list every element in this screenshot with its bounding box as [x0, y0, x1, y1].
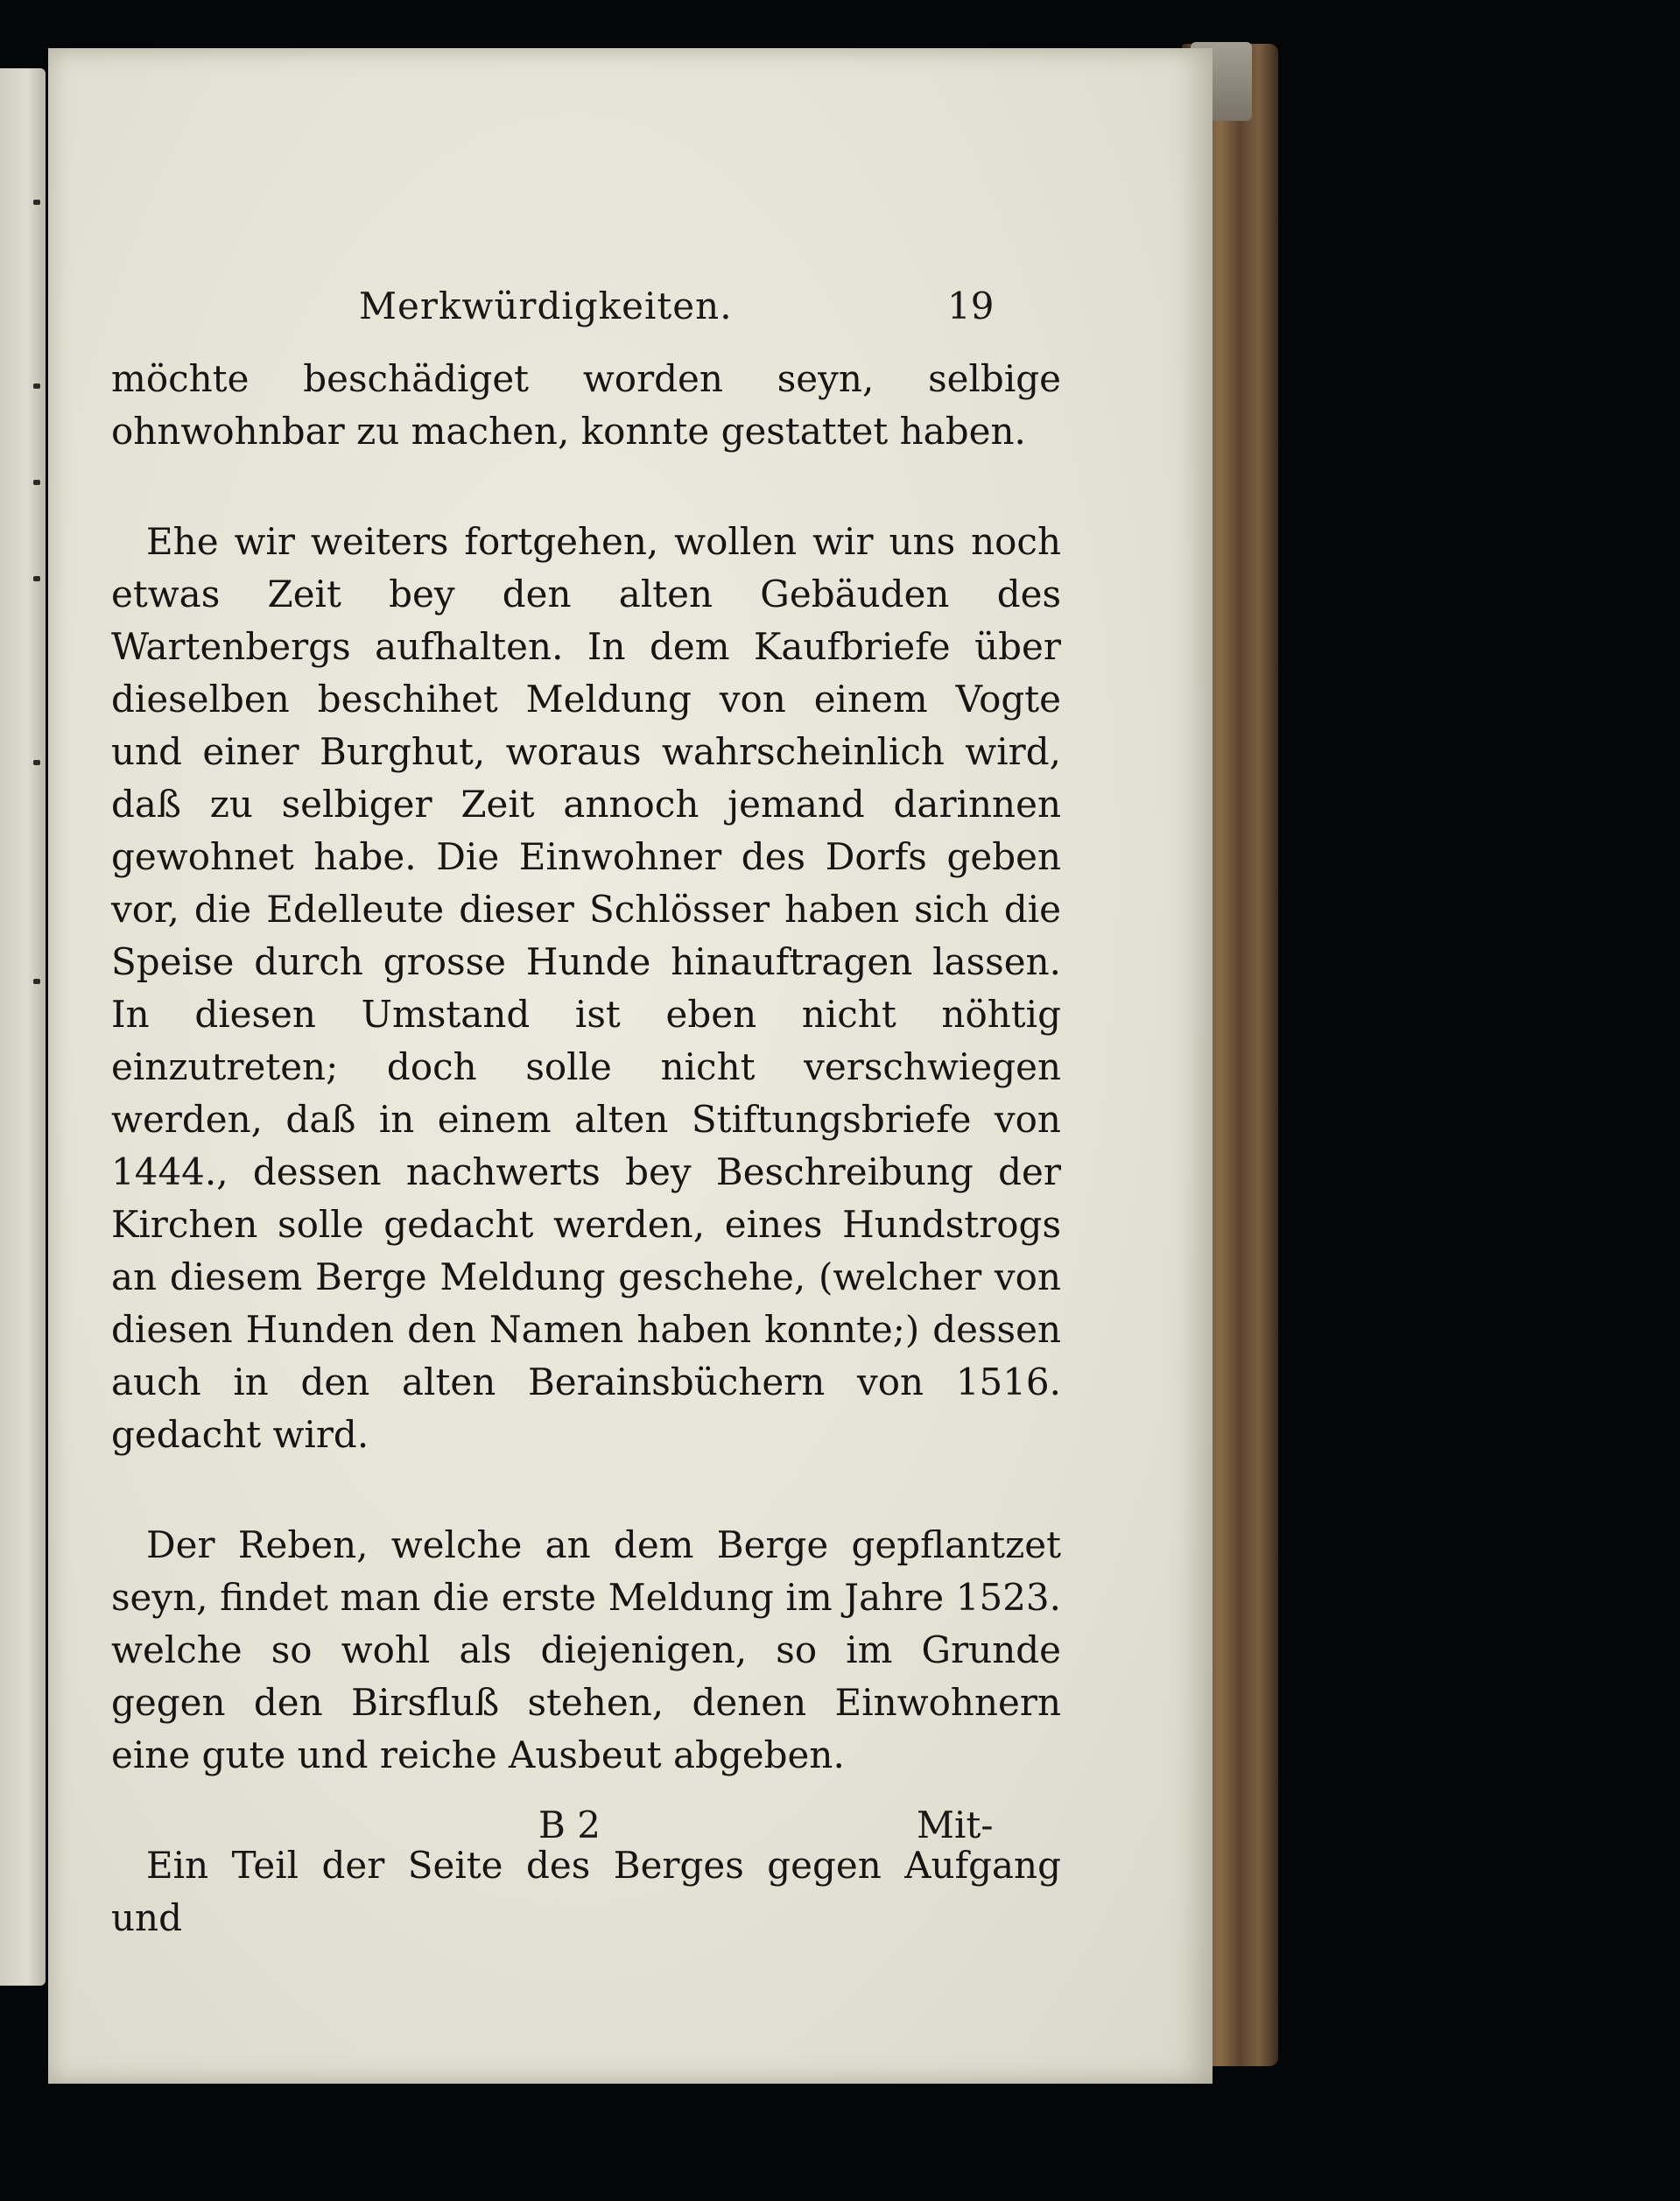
- facing-page-ink-mark: [33, 979, 40, 984]
- catchword: Mit-: [917, 1804, 994, 1846]
- signature-mark: B 2: [538, 1804, 601, 1846]
- page-footer: [48, 1804, 1213, 1856]
- paragraph-hillside: Ein Teil der Seite des Berges gegen Aufgang und: [111, 1844, 1061, 1939]
- facing-page-ink-mark: [33, 200, 40, 205]
- paragraph-vines: Der Reben, welche an dem Berge gepflantzet seyn, findet man die erste Meldung im Jahre 1523. welche so wohl als diejenigen, so im Grunde gegen den Birsfluß stehen, denen Einwohnern eine gute und reiche Ausbeut abgeben.: [111, 1523, 1061, 1776]
- running-title: Merkwürdigkeiten.: [359, 285, 733, 327]
- facing-page-edge: [0, 68, 46, 1986]
- facing-page-ink-mark: [33, 383, 40, 389]
- body-text: [111, 353, 1061, 1944]
- facing-page-ink-mark: [33, 576, 40, 581]
- facing-page-ink-mark: [33, 480, 40, 485]
- page-number: 19: [947, 285, 995, 327]
- running-head: [48, 285, 1213, 337]
- book-page: [48, 48, 1213, 2084]
- paragraph-continuation: möchte beschädiget worden seyn, selbige ohnwohnbar zu machen, konnte gestattet haben.: [111, 357, 1061, 453]
- paragraph-wartenberg-buildings: Ehe wir weiters fortgehen, wollen wir uns noch etwas Zeit bey den alten Gebäuden des Wartenbergs aufhalten. In dem Kaufbriefe über dieselben beschihet Meldung von einem Vogte und einer Burghut, woraus wahrscheinlich wird, daß zu selbiger Zeit annoch jemand darinnen gewohnet habe. Die Einwohner des Dorfs geben vor, die Edelleute dieser Schlösser haben sich die Speise durch grosse Hunde hinauftragen lassen. In diesen Umstand ist eben nicht nöhtig einzutreten; doch solle nicht verschwiegen werden, daß in einem alten Stiftungsbriefe von 1444., dessen nachwerts bey Beschreibung der Kirchen solle gedacht werden, eines Hundstrogs an diesem Berge Meldung geschehe, (welcher von diesen Hunden den Namen haben konnte;) dessen auch in den alten Berainsbüchern von 1516. gedacht wird.: [111, 520, 1061, 1456]
- facing-page-ink-mark: [33, 760, 40, 765]
